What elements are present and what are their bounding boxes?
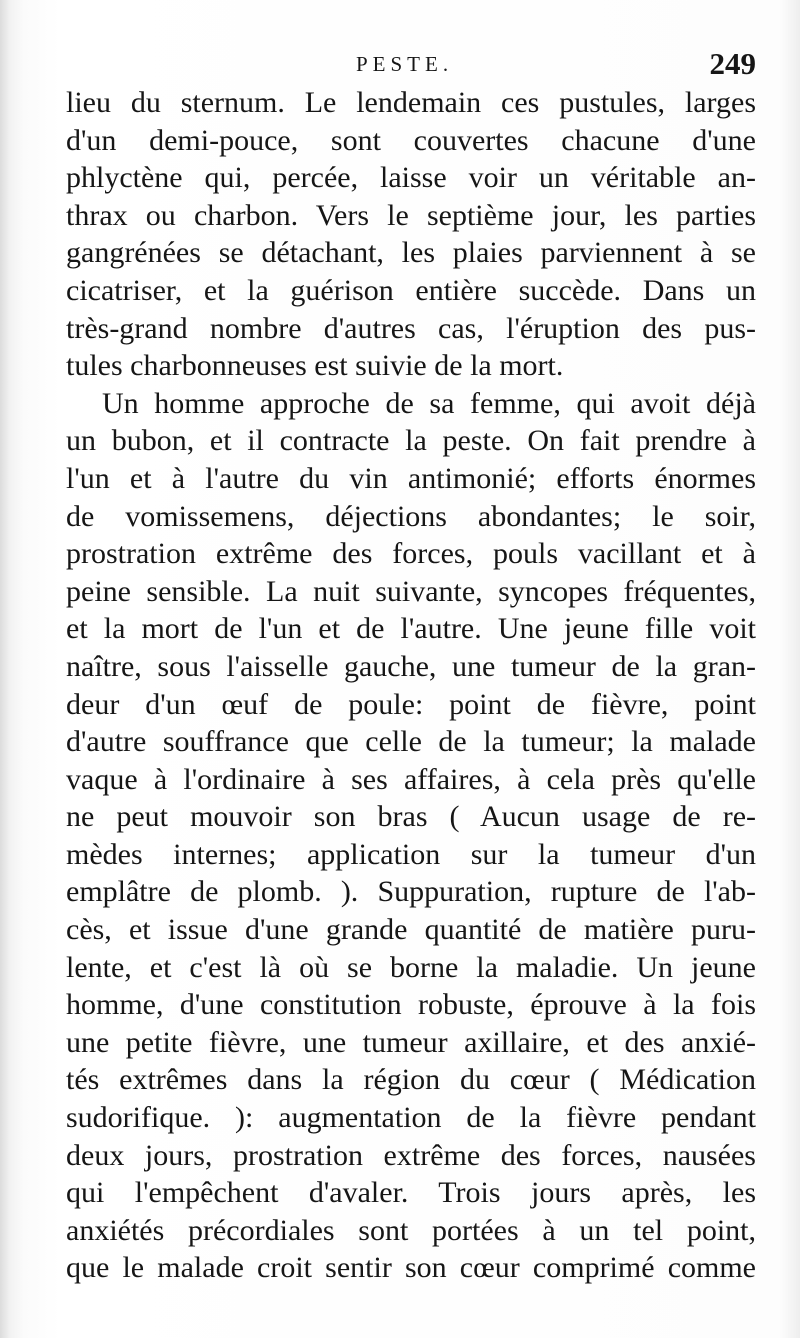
running-title: PESTE.	[356, 52, 454, 76]
page-number: 249	[709, 46, 756, 81]
text-line: peine sensible. La nuit suivante, syncopes fréquentes,	[66, 574, 756, 608]
text-line: thrax ou charbon. Vers le septième jour, les parties	[66, 198, 756, 232]
text-line: d'un demi-pouce, sont couvertes chacune d'une	[66, 123, 756, 157]
text-line: sudorifique. ): augmentation de la fièvre pendant	[66, 1101, 756, 1135]
running-head	[0, 46, 800, 88]
text-line: mèdes internes; application sur la tumeur d'un	[66, 837, 756, 871]
text-line: cicatriser, et la guérison entière succède. Dans un	[66, 273, 756, 307]
text-line: lente, et c'est là où se borne la maladie. Un jeune	[66, 950, 756, 984]
text-line: qui l'empêchent d'avaler. Trois jours après, les	[66, 1176, 756, 1210]
text-line: phlyctène qui, percée, laisse voir un véritable an-	[66, 161, 756, 195]
text-line: tules charbonneuses est suivie de la mort.	[66, 349, 564, 383]
text-line: naître, sous l'aisselle gauche, une tumeur de la gran-	[66, 649, 756, 683]
text-line: cès, et issue d'une grande quantité de matière puru-	[66, 913, 756, 947]
text-line: très-grand nombre d'autres cas, l'éruption des pus-	[66, 311, 756, 345]
body-text	[66, 84, 756, 1287]
text-line: lieu du sternum. Le lendemain ces pustules, larges	[66, 86, 756, 119]
paragraph-start-line: Un homme approche de sa femme, qui avoit déjà	[102, 386, 756, 420]
text-line: prostration extrême des forces, pouls vacillant et à	[66, 537, 756, 571]
text-line: deur d'un œuf de poule: point de fièvre, point	[66, 687, 756, 721]
text-line: de vomissemens, déjections abondantes; le soir,	[66, 499, 756, 533]
text-line: l'un et à l'autre du vin antimonié; efforts énormes	[66, 461, 756, 495]
text-line: d'autre souffrance que celle de la tumeur; la malade	[66, 725, 756, 759]
text-line: homme, d'une constitution robuste, éprouve à la fois	[66, 988, 756, 1022]
text-line: et la mort de l'un et de l'autre. Une jeune fille voit	[66, 612, 756, 646]
text-line: vaque à l'ordinaire à ses affaires, à cela près qu'elle	[66, 762, 756, 796]
text-line: tés extrêmes dans la région du cœur ( Médication	[66, 1063, 756, 1097]
text-line: gangrénées se détachant, les plaies parviennent à se	[66, 236, 756, 270]
text-line: que le malade croit sentir son cœur comprimé comme	[66, 1251, 756, 1285]
text-line: deux jours, prostration extrême des forces, nausées	[66, 1138, 756, 1172]
text-line: un bubon, et il contracte la peste. On fait prendre à	[66, 424, 756, 458]
text-line: emplâtre de plomb. ). Suppuration, rupture de l'ab-	[66, 875, 756, 909]
text-line: anxiétés précordiales sont portées à un tel point,	[66, 1213, 756, 1247]
text-line: ne peut mouvoir son bras ( Aucun usage de re-	[66, 800, 756, 834]
text-line: une petite fièvre, une tumeur axillaire, et des anxié-	[66, 1025, 756, 1059]
